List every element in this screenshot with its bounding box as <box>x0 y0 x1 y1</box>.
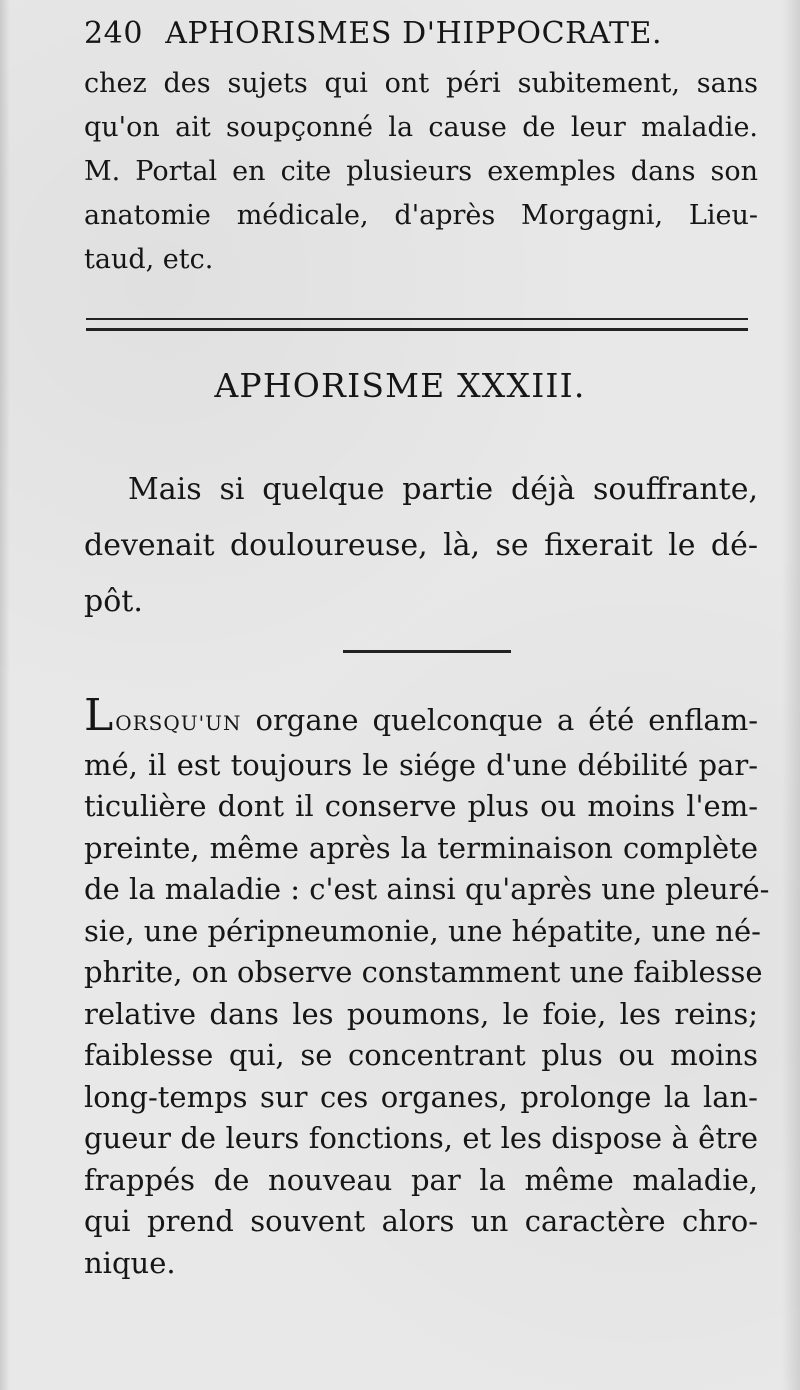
commentary-line: nique. <box>84 1245 176 1280</box>
commentary-line: long-temps sur ces organes, prolonge la lan- <box>84 1079 758 1114</box>
drop-cap: L <box>84 690 114 741</box>
page-number: 240 <box>84 16 144 51</box>
page-header <box>84 14 744 54</box>
first-line-rest: organe quelconque a été enflam- <box>241 703 758 737</box>
commentary-line: relative dans les poumons, le foie, les reins; <box>84 996 758 1031</box>
commentary-line: phrite, on observe constamment une faiblesse <box>84 955 763 989</box>
running-title: APHORISMES D'HIPPOCRATE. <box>165 16 663 51</box>
commentary-line: preinte, même après la terminaison complète <box>84 830 758 865</box>
text-line: taud, etc. <box>84 244 214 275</box>
aphorism-text <box>84 462 758 630</box>
commentary-line: mé, il est toujours le siége d'une débilité par- <box>84 747 758 782</box>
short-divider <box>343 650 511 653</box>
aphorism-line: Mais si quelque partie déjà souffrante, <box>128 472 758 507</box>
text-line: anatomie médicale, d'après Morgagni, Lieu- <box>84 200 758 231</box>
commentary-first-line <box>84 690 758 745</box>
aphorism-line: devenait douloureuse, là, se fixerait le dé- <box>84 528 758 563</box>
commentary-paragraph <box>84 690 770 1284</box>
aphorism-line: pôt. <box>84 584 143 619</box>
small-caps-text: ORSQU'UN <box>115 711 242 735</box>
text-line: chez des sujets qui ont péri subitement, sans <box>84 68 758 99</box>
commentary-line: faiblesse qui, se concentrant plus ou moins <box>84 1038 758 1072</box>
commentary-line: gueur de leurs fonctions, et les dispose à être <box>84 1121 758 1155</box>
commentary-line: sie, une péripneumonie, une hépatite, une né- <box>84 913 761 948</box>
text-line: M. Portal en cite plusieurs exemples dans son <box>84 156 758 187</box>
commentary-line: qui prend souvent alors un caractère chro- <box>84 1204 758 1238</box>
section-divider <box>86 318 748 331</box>
commentary-line: de la maladie : c'est ainsi qu'après une pleuré- <box>84 872 770 906</box>
commentary-line: ticulière dont il conserve plus ou moins l'em- <box>84 789 758 823</box>
page-right-shadow <box>782 0 800 1390</box>
page-left-shadow <box>0 0 10 1390</box>
commentary-line: frappés de nouveau par la même maladie, <box>84 1162 758 1197</box>
continued-paragraph <box>84 62 758 282</box>
section-title: APHORISME XXXIII. <box>214 366 586 405</box>
text-line: qu'on ait soupçonné la cause de leur maladie. <box>84 112 758 143</box>
